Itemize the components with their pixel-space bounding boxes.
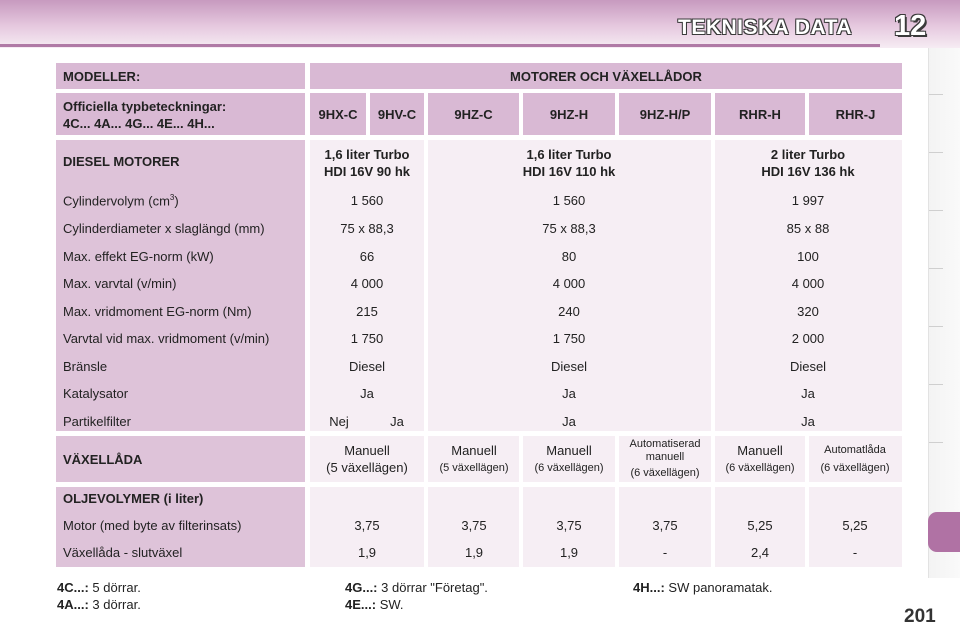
value-cell: 1 750 bbox=[552, 331, 586, 346]
tab-divider bbox=[929, 442, 943, 443]
value-cell: 2,4 bbox=[750, 545, 770, 560]
label-end: ) bbox=[174, 193, 179, 209]
value-cell: 100 bbox=[797, 249, 819, 264]
row-label-max-power: Max. effekt EG-norm (kW) bbox=[63, 249, 214, 264]
value-cell: Ja bbox=[562, 414, 576, 429]
value-cell: 3,75 bbox=[461, 518, 487, 533]
code-9hz-h: 9HZ-H bbox=[523, 93, 615, 135]
value-cell: 4 000 bbox=[791, 276, 825, 291]
type-designation-label bbox=[56, 93, 305, 135]
gearbox-gears: (6 växellägen) bbox=[534, 462, 604, 474]
gearbox-type: Manuell bbox=[546, 443, 592, 458]
footnote-key: 4E...: bbox=[345, 597, 377, 612]
engine-3-line2: HDI 16V 136 hk bbox=[761, 164, 855, 179]
code-9hz-h-p: 9HZ-H/P bbox=[619, 93, 711, 135]
code-9hv-c: 9HV-C bbox=[370, 93, 424, 135]
value-cell: 3,75 bbox=[354, 518, 380, 533]
chapter-tabs bbox=[928, 48, 960, 578]
value-cell: 75 x 88,3 bbox=[340, 221, 394, 236]
gearbox-gears: (5 växellägen) bbox=[439, 462, 509, 474]
row-label-engine-oil: Motor (med byte av filterinsats) bbox=[63, 518, 242, 533]
value-cell: 1,9 bbox=[464, 545, 484, 560]
oil-section-title: OLJEVOLYMER (i liter) bbox=[63, 491, 204, 506]
value-cell: 3,75 bbox=[652, 518, 678, 533]
type-label-line1: Officiella typbeteckningar: bbox=[63, 99, 227, 114]
value-cell: - bbox=[852, 545, 858, 560]
value-cell: 85 x 88 bbox=[786, 221, 830, 236]
footnote-key: 4A...: bbox=[57, 597, 89, 612]
gearbox-gears: (6 växellägen) bbox=[725, 462, 795, 474]
value-cell: 2 000 bbox=[791, 331, 825, 346]
footnote-4g bbox=[345, 580, 488, 595]
page-title: TEKNISKA DATA bbox=[678, 16, 853, 39]
gearbox-section-title: VÄXELLÅDA bbox=[56, 436, 305, 482]
value-cell: Ja bbox=[390, 414, 404, 429]
gearbox-cell bbox=[715, 436, 805, 482]
footnote-text: 5 dörrar. bbox=[92, 580, 141, 595]
footnote-text: 3 dörrar "Företag". bbox=[381, 580, 488, 595]
footnote-key: 4G...: bbox=[345, 580, 378, 595]
gearbox-type: Automatiserad bbox=[629, 438, 701, 450]
code-rhr-j: RHR-J bbox=[809, 93, 902, 135]
models-header: MODELLER: bbox=[56, 63, 305, 89]
engine-2-line1: 1,6 liter Turbo bbox=[526, 147, 612, 162]
engines-header: MOTORER OCH VÄXELLÅDOR bbox=[310, 63, 902, 89]
tab-divider bbox=[929, 326, 943, 327]
label-text: Cylindervolym (cm bbox=[63, 193, 170, 209]
value-cell: Ja bbox=[801, 386, 815, 401]
row-label-displacement bbox=[63, 193, 179, 208]
row-label-gearbox-oil: Växellåda - slutväxel bbox=[63, 545, 183, 560]
footnote-key: 4C...: bbox=[57, 580, 89, 595]
tab-divider bbox=[929, 384, 943, 385]
value-cell: 4 000 bbox=[350, 276, 384, 291]
gearbox-type: Automatlåda bbox=[824, 444, 886, 456]
value-cell: 1 750 bbox=[350, 331, 384, 346]
chapter-number: 12 bbox=[894, 10, 927, 42]
value-cell: 5,25 bbox=[842, 518, 868, 533]
gearbox-cell bbox=[809, 436, 902, 482]
row-label-bore-stroke: Cylinderdiameter x slaglängd (mm) bbox=[63, 221, 265, 236]
value-cell: 4 000 bbox=[552, 276, 586, 291]
gearbox-cell bbox=[310, 436, 424, 482]
gearbox-cell bbox=[619, 436, 711, 482]
value-cell: Diesel bbox=[789, 359, 827, 374]
tab-divider bbox=[929, 152, 943, 153]
engine-2-line2: HDI 16V 110 hk bbox=[522, 164, 616, 179]
value-cell: 75 x 88,3 bbox=[542, 221, 596, 236]
value-cell: 80 bbox=[561, 249, 577, 264]
value-cell: Diesel bbox=[550, 359, 588, 374]
row-label-max-torque: Max. vridmoment EG-norm (Nm) bbox=[63, 304, 252, 319]
code-9hx-c: 9HX-C bbox=[310, 93, 366, 135]
gearbox-cell bbox=[428, 436, 519, 482]
footnote-4e bbox=[345, 597, 404, 612]
row-label-particle-filter: Partikelfilter bbox=[63, 414, 131, 429]
tab-divider bbox=[929, 210, 943, 211]
engine-1-line1: 1,6 liter Turbo bbox=[324, 147, 410, 162]
superscript: 3 bbox=[169, 193, 175, 202]
value-cell: Ja bbox=[562, 386, 576, 401]
value-cell: 1 560 bbox=[552, 193, 586, 208]
tab-divider bbox=[929, 268, 943, 269]
engine-1-line2: HDI 16V 90 hk bbox=[324, 164, 410, 179]
row-label-max-rpm: Max. varvtal (v/min) bbox=[63, 276, 177, 291]
footnote-4a bbox=[57, 597, 141, 612]
footnote-4h bbox=[633, 580, 772, 595]
value-cell: 240 bbox=[558, 304, 580, 319]
gearbox-cell bbox=[523, 436, 615, 482]
gearbox-type: Manuell bbox=[451, 443, 497, 458]
gearbox-gears: (5 växellägen) bbox=[326, 460, 408, 475]
value-cell: 1,9 bbox=[559, 545, 579, 560]
code-9hz-c: 9HZ-C bbox=[428, 93, 519, 135]
value-cell: 3,75 bbox=[556, 518, 582, 533]
page-number: 201 bbox=[904, 606, 936, 627]
tab-divider bbox=[929, 94, 943, 95]
row-label-fuel: Bränsle bbox=[63, 359, 108, 374]
gearbox-type: Manuell bbox=[344, 443, 390, 458]
value-cell: Ja bbox=[801, 414, 815, 429]
footnote-4c bbox=[57, 580, 141, 595]
footnote-text: SW panoramatak. bbox=[668, 580, 773, 595]
footnote-text: SW. bbox=[379, 597, 404, 612]
value-cell: - bbox=[662, 545, 668, 560]
value-cell: 1 560 bbox=[350, 193, 384, 208]
footnote-key: 4H...: bbox=[633, 580, 665, 595]
value-cell: Ja bbox=[360, 386, 374, 401]
gearbox-gears: (6 växellägen) bbox=[820, 462, 890, 474]
gearbox-gears: (6 växellägen) bbox=[630, 467, 700, 479]
row-label-catalyst: Katalysator bbox=[63, 386, 129, 401]
value-cell: 1 997 bbox=[791, 193, 825, 208]
value-cell: 320 bbox=[797, 304, 819, 319]
value-cell: 215 bbox=[356, 304, 378, 319]
gearbox-type-cont: manuell bbox=[645, 451, 685, 463]
footnote-text: 3 dörrar. bbox=[92, 597, 141, 612]
active-chapter-tab[interactable] bbox=[928, 512, 960, 552]
value-cell: 5,25 bbox=[747, 518, 773, 533]
value-cell: 66 bbox=[359, 249, 375, 264]
header-divider bbox=[0, 44, 880, 47]
value-cell: Nej bbox=[329, 414, 349, 429]
code-rhr-h: RHR-H bbox=[715, 93, 805, 135]
engine-3-line1: 2 liter Turbo bbox=[770, 147, 846, 162]
type-label-line2: 4C... 4A... 4G... 4E... 4H... bbox=[63, 116, 215, 131]
row-label-torque-rpm: Varvtal vid max. vridmoment (v/min) bbox=[63, 331, 270, 346]
gearbox-type: Manuell bbox=[737, 443, 783, 458]
diesel-section-title: DIESEL MOTORER bbox=[63, 154, 180, 169]
value-cell: Diesel bbox=[348, 359, 386, 374]
value-cell: 1,9 bbox=[357, 545, 377, 560]
